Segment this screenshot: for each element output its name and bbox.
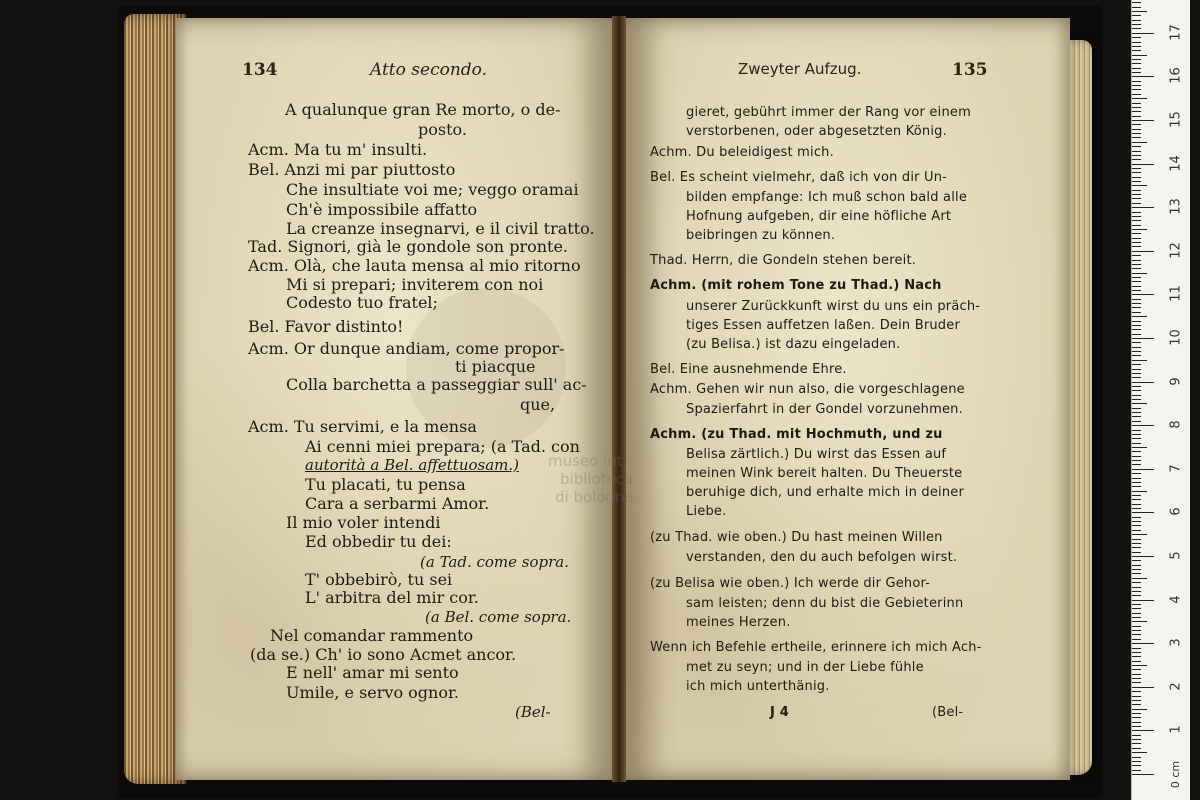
text-line: Wenn ich Befehle ertheile, erinnere ich mich Ach- xyxy=(650,640,982,655)
ruler-tick xyxy=(1132,168,1141,169)
text-line: Acm. Olà, che lauta mensa al mio ritorno xyxy=(248,256,581,275)
ruler-tick xyxy=(1132,652,1141,653)
ruler-tick xyxy=(1132,504,1141,505)
ruler-tick xyxy=(1132,137,1141,138)
ruler-tick xyxy=(1132,172,1141,173)
stage-direction: (a Tad. come sopra. xyxy=(420,553,569,571)
ruler-tick xyxy=(1132,534,1147,535)
ruler-tick xyxy=(1132,748,1141,749)
ruler-tick xyxy=(1132,28,1141,29)
text-line: meinen Wink bereit halten. Du Theuerste xyxy=(686,466,963,481)
text-line: (zu Belisa.) ist dazu eingeladen. xyxy=(686,337,901,352)
ruler-number: 2 xyxy=(1168,682,1184,691)
ruler-tick xyxy=(1132,207,1154,208)
ruler-tick xyxy=(1132,338,1154,339)
page-number-left: 134 xyxy=(242,60,278,80)
ruler-tick xyxy=(1132,530,1141,531)
ruler-tick xyxy=(1132,264,1141,265)
ruler-tick xyxy=(1132,72,1141,73)
ruler-tick xyxy=(1132,260,1141,261)
text-line: Nel comandar rammento xyxy=(270,626,474,645)
text-line: sam leisten; denn du bist die Gebieterinn xyxy=(686,596,964,611)
ruler-tick xyxy=(1132,351,1141,352)
ruler-tick xyxy=(1132,364,1141,365)
ruler-tick xyxy=(1132,486,1141,487)
ruler-tick xyxy=(1132,334,1141,335)
ruler-tick xyxy=(1132,386,1141,387)
ruler-tick xyxy=(1132,560,1141,561)
page-number-right: 135 xyxy=(952,60,988,80)
ruler-tick xyxy=(1132,116,1141,117)
text-line: verstorbenen, oder abgesetzten König. xyxy=(686,124,947,139)
text-line: Liebe. xyxy=(686,504,727,519)
book-gutter xyxy=(612,16,626,782)
ruler-tick xyxy=(1132,687,1154,688)
text-line: tiges Essen auffetzen laßen. Dein Bruder xyxy=(686,318,960,333)
ruler-tick xyxy=(1132,59,1141,60)
ruler-tick xyxy=(1132,639,1141,640)
ruler-tick xyxy=(1132,573,1141,574)
text-line: La creanze insegnarvi, e il civil tratto. xyxy=(286,219,595,238)
ruler-tick xyxy=(1132,124,1141,125)
ruler-tick xyxy=(1132,286,1141,287)
ruler-tick xyxy=(1132,303,1141,304)
ruler-tick xyxy=(1132,103,1141,104)
ruler-tick xyxy=(1132,212,1141,213)
text-line: Bel. Anzi mi par piuttosto xyxy=(248,160,456,179)
ruler-tick xyxy=(1132,552,1141,553)
ruler-tick xyxy=(1132,403,1147,404)
text-line: ich mich unterthänig. xyxy=(686,679,830,694)
ruler-tick xyxy=(1132,626,1141,627)
ruler-tick xyxy=(1132,438,1141,439)
ruler-tick xyxy=(1132,473,1141,474)
ruler-tick xyxy=(1132,177,1141,178)
ruler-tick xyxy=(1132,55,1147,56)
text-line: Achm. Du beleidigest mich. xyxy=(650,145,834,160)
stage-direction: autorità a Bel. affettuosam.) xyxy=(305,456,519,474)
ruler-tick xyxy=(1132,98,1147,99)
text-line: Codesto tuo fratel; xyxy=(286,293,438,312)
text-line: Cara a serbarmi Amor. xyxy=(305,494,490,513)
ruler-tick xyxy=(1132,299,1141,300)
text-line: Colla barchetta a passeggiar sull' ac- xyxy=(286,375,587,394)
ruler-tick xyxy=(1132,634,1141,635)
ruler-number: 3 xyxy=(1168,638,1184,647)
ruler-tick xyxy=(1132,495,1141,496)
ruler-tick xyxy=(1132,643,1154,644)
ruler-tick xyxy=(1132,587,1141,588)
text-line: (zu Thad. wie oben.) Du hast meinen Willen xyxy=(650,530,943,545)
ruler-tick xyxy=(1132,512,1154,513)
ruler-tick xyxy=(1132,290,1141,291)
ruler-tick xyxy=(1132,547,1141,548)
ruler-tick xyxy=(1132,46,1141,47)
text-line: (zu Belisa wie oben.) Ich werde dir Gehor- xyxy=(650,576,931,591)
catchword: (Bel- xyxy=(932,705,964,720)
ruler-tick xyxy=(1132,569,1141,570)
ruler-tick xyxy=(1132,565,1141,566)
text-line: Ed obbedir tu dei: xyxy=(305,532,452,551)
ruler-number: 16 xyxy=(1168,67,1184,85)
ruler-tick xyxy=(1132,307,1141,308)
text-line: Bel. Es scheint vielmehr, daß ich von dir Un- xyxy=(650,170,948,185)
ruler-tick xyxy=(1132,543,1141,544)
ruler-tick xyxy=(1132,399,1141,400)
text-line: Mi si prepari; inviterem con noi xyxy=(286,275,544,294)
ruler-tick xyxy=(1132,273,1147,274)
ruler-tick xyxy=(1132,321,1141,322)
ruler-tick xyxy=(1132,704,1141,705)
text-line: Acm. Ma tu m' insulti. xyxy=(248,140,428,159)
ruler-number: 11 xyxy=(1168,285,1184,303)
ruler-tick xyxy=(1132,743,1141,744)
ruler-tick xyxy=(1132,678,1141,679)
text-line: T' obbebirò, tu sei xyxy=(305,570,453,589)
ruler-tick xyxy=(1132,146,1141,147)
text-line: Acm. Tu servimi, e la mensa xyxy=(248,417,477,436)
ruler-tick xyxy=(1132,752,1147,753)
ruler-number: 4 xyxy=(1168,594,1184,604)
ruler-tick xyxy=(1132,621,1147,622)
ruler-tick xyxy=(1132,325,1141,326)
text-line: meines Herzen. xyxy=(686,615,791,630)
ruler-tick xyxy=(1132,89,1141,90)
ruler-tick xyxy=(1132,238,1141,239)
ruler-tick xyxy=(1132,316,1147,317)
ruler-tick xyxy=(1132,761,1141,762)
text-line: Tad. Signori, già le gondole son pronte. xyxy=(248,237,569,256)
text-line: Belisa zärtlich.) Du wirst das Essen auf xyxy=(686,447,947,462)
ruler-tick xyxy=(1132,456,1141,457)
text-line: E nell' amar mi sento xyxy=(286,663,459,682)
text-line: Ai cenni miei prepara; (a Tad. con xyxy=(305,437,580,456)
ruler-tick xyxy=(1132,50,1141,51)
catchword: (Bel- xyxy=(515,703,551,721)
text-line: Achm. (mit rohem Tone zu Thad.) Nach xyxy=(650,278,942,293)
ruler-tick xyxy=(1132,578,1147,579)
ruler-tick xyxy=(1132,412,1141,413)
ruler-tick xyxy=(1132,185,1147,186)
ruler-tick xyxy=(1132,700,1141,701)
ruler-tick xyxy=(1132,591,1141,592)
ruler-tick xyxy=(1132,765,1141,766)
ruler-tick xyxy=(1132,600,1154,601)
ruler-number: 10 xyxy=(1168,329,1184,346)
ruler-tick xyxy=(1132,390,1141,391)
text-line: Achm. (zu Thad. mit Hochmuth, und zu xyxy=(650,427,943,442)
text-line: Ch'è impossibile affatto xyxy=(286,200,478,219)
ruler-tick xyxy=(1132,246,1141,247)
ruler-tick xyxy=(1132,203,1141,204)
ruler-tick xyxy=(1132,491,1147,492)
text-line: Spazierfahrt in der Gondel vorzunehmen. xyxy=(686,402,963,417)
ruler-tick xyxy=(1132,608,1141,609)
text-line: Thad. Herrn, die Gondeln stehen bereit. xyxy=(650,253,917,268)
ruler-tick xyxy=(1132,81,1141,82)
ruler-tick xyxy=(1132,225,1141,226)
watermark-text: di bologna xyxy=(555,488,634,506)
ruler-tick xyxy=(1132,478,1141,479)
ruler-tick xyxy=(1132,430,1141,431)
ruler-tick xyxy=(1132,281,1141,282)
ruler-tick xyxy=(1132,347,1141,348)
ruler-tick xyxy=(1132,421,1141,422)
ruler-tick xyxy=(1132,155,1141,156)
ruler-tick xyxy=(1132,190,1141,191)
watermark-text: museo int. xyxy=(548,452,628,470)
ruler-tick xyxy=(1132,770,1141,771)
ruler-tick xyxy=(1132,355,1141,356)
measuring-ruler xyxy=(1131,0,1190,800)
ruler-number: 6 xyxy=(1168,507,1184,517)
signature-mark: J 4 xyxy=(770,705,790,720)
ruler-tick xyxy=(1132,517,1141,518)
ruler-tick xyxy=(1132,757,1141,758)
text-line: beibringen zu können. xyxy=(686,228,836,243)
ruler-tick xyxy=(1132,369,1141,370)
ruler-tick xyxy=(1132,7,1141,8)
ruler-tick xyxy=(1132,129,1141,130)
text-line: Bel. Eine ausnehmende Ehre. xyxy=(650,362,847,377)
text-line: beruhige dich, und erhalte mich in deiner xyxy=(686,485,965,500)
text-line: ti piacque xyxy=(455,357,536,376)
ruler-tick xyxy=(1132,525,1141,526)
ruler-tick xyxy=(1132,395,1141,396)
text-line: que, xyxy=(520,395,556,414)
ruler-tick xyxy=(1132,739,1141,740)
ruler-tick xyxy=(1132,613,1141,614)
ruler-tick xyxy=(1132,76,1154,77)
ruler-tick xyxy=(1132,63,1141,64)
ruler-tick xyxy=(1132,111,1141,112)
ruler-number: 13 xyxy=(1168,198,1184,215)
ruler-tick xyxy=(1132,408,1141,409)
ruler-tick xyxy=(1132,229,1147,230)
stage-direction: (a Bel. come sopra. xyxy=(425,608,572,626)
ruler-tick xyxy=(1132,648,1141,649)
text-line: bilden empfange: Ich muß schon bald alle xyxy=(686,190,968,205)
ruler-tick xyxy=(1132,730,1154,731)
ruler-tick xyxy=(1132,722,1141,723)
text-line: Bel. Favor distinto! xyxy=(248,317,404,336)
ruler-tick xyxy=(1132,11,1147,12)
text-line: posto. xyxy=(418,120,467,139)
ruler-tick xyxy=(1132,220,1141,221)
ruler-tick xyxy=(1132,251,1154,252)
ruler-tick xyxy=(1132,68,1141,69)
text-line: A qualunque gran Re morto, o de- xyxy=(285,100,561,119)
text-line: Che insultiate voi me; veggo oramai xyxy=(286,180,579,199)
ruler-tick xyxy=(1132,696,1141,697)
running-head-left: Atto secondo. xyxy=(370,60,487,80)
watermark-text: biblioteca xyxy=(560,470,634,488)
ruler-tick xyxy=(1132,674,1141,675)
ruler-tick xyxy=(1132,194,1141,195)
ruler-tick xyxy=(1132,630,1141,631)
ruler-tick xyxy=(1132,85,1141,86)
ruler-tick xyxy=(1132,682,1141,683)
ruler-tick xyxy=(1132,416,1141,417)
ruler-tick xyxy=(1132,382,1154,383)
ruler-tick xyxy=(1132,617,1141,618)
ruler-unit-label: 0 cm xyxy=(1169,760,1183,789)
text-line: gieret, gebührt immer der Rang vor einem xyxy=(686,105,971,120)
ruler-tick xyxy=(1132,774,1154,775)
text-line: unserer Zurückkunft wirst du uns ein präch- xyxy=(686,299,981,314)
ruler-tick xyxy=(1132,482,1141,483)
text-line: verstanden, den du auch befolgen wirst. xyxy=(686,550,958,565)
text-line: (da se.) Ch' io sono Acmet ancor. xyxy=(250,645,517,664)
text-line: Umile, e servo ognor. xyxy=(286,683,459,702)
ruler-tick xyxy=(1132,312,1141,313)
text-line: met zu seyn; und in der Liebe fühle xyxy=(686,660,924,675)
text-line: Acm. Or dunque andiam, come propor- xyxy=(248,339,565,358)
ruler-tick xyxy=(1132,360,1147,361)
text-line: Tu placati, tu pensa xyxy=(305,475,466,494)
ruler-number: 14 xyxy=(1168,154,1184,172)
ruler-tick xyxy=(1132,255,1141,256)
ruler-number: 17 xyxy=(1168,24,1184,41)
ruler-tick xyxy=(1132,342,1141,343)
ruler-tick xyxy=(1132,233,1141,234)
ruler-tick xyxy=(1132,451,1141,452)
ruler-number: 15 xyxy=(1168,111,1184,128)
ruler-tick xyxy=(1132,33,1154,34)
ruler-tick xyxy=(1132,425,1154,426)
ruler-tick xyxy=(1132,556,1154,557)
ruler-tick xyxy=(1132,377,1141,378)
ruler-tick xyxy=(1132,595,1141,596)
ruler-tick xyxy=(1132,604,1141,605)
ruler-number: 12 xyxy=(1168,242,1184,259)
ruler-tick xyxy=(1132,142,1147,143)
ruler-tick xyxy=(1132,443,1141,444)
ruler-tick xyxy=(1132,656,1141,657)
ruler-tick xyxy=(1132,94,1141,95)
ruler-tick xyxy=(1132,661,1141,662)
ruler-number: 7 xyxy=(1168,464,1184,473)
ruler-number: 9 xyxy=(1168,376,1184,386)
ruler-tick xyxy=(1132,508,1141,509)
text-line: L' arbitra del mir cor. xyxy=(305,588,479,607)
ruler-tick xyxy=(1132,469,1154,470)
text-line: Il mio voler intendi xyxy=(286,513,441,532)
ruler-tick xyxy=(1132,15,1141,16)
running-head-right: Zweyter Aufzug. xyxy=(738,60,862,78)
ruler-tick xyxy=(1132,735,1141,736)
text-line: Achm. Gehen wir nun also, die vorgeschlagene xyxy=(650,382,965,397)
ruler-tick xyxy=(1132,268,1141,269)
ruler-tick xyxy=(1132,713,1141,714)
ruler-tick xyxy=(1132,151,1141,152)
ruler-tick xyxy=(1132,164,1154,165)
ruler-tick xyxy=(1132,107,1141,108)
ruler-tick xyxy=(1132,181,1141,182)
ruler-tick xyxy=(1132,447,1147,448)
ruler-tick xyxy=(1132,294,1154,295)
ruler-tick xyxy=(1132,726,1141,727)
ruler-tick xyxy=(1132,2,1141,3)
ruler-tick xyxy=(1132,37,1141,38)
ruler-tick xyxy=(1132,434,1141,435)
ruler-tick xyxy=(1132,329,1141,330)
ruler-tick xyxy=(1132,521,1141,522)
ruler-tick xyxy=(1132,20,1141,21)
ruler-tick xyxy=(1132,133,1141,134)
ruler-tick xyxy=(1132,691,1141,692)
ruler-tick xyxy=(1132,669,1141,670)
ruler-tick xyxy=(1132,582,1141,583)
ruler-tick xyxy=(1132,665,1147,666)
ruler-tick xyxy=(1132,373,1141,374)
ruler-tick xyxy=(1132,216,1141,217)
ruler-tick xyxy=(1132,24,1141,25)
ruler-tick xyxy=(1132,539,1141,540)
ruler-number: 8 xyxy=(1168,420,1184,429)
ruler-number: 1 xyxy=(1168,725,1184,735)
ruler-tick xyxy=(1132,709,1147,710)
ruler-tick xyxy=(1132,460,1141,461)
ruler-tick xyxy=(1132,717,1141,718)
ruler-tick xyxy=(1132,277,1141,278)
ruler-tick xyxy=(1132,198,1141,199)
ruler-tick xyxy=(1132,42,1141,43)
ruler-tick xyxy=(1132,464,1141,465)
ruler-tick xyxy=(1132,499,1141,500)
ruler-tick xyxy=(1132,242,1141,243)
ruler-tick xyxy=(1132,120,1154,121)
text-line: Hofnung aufgeben, dir eine höfliche Art xyxy=(686,209,952,224)
ruler-number: 5 xyxy=(1168,551,1184,560)
ruler-tick xyxy=(1132,159,1141,160)
